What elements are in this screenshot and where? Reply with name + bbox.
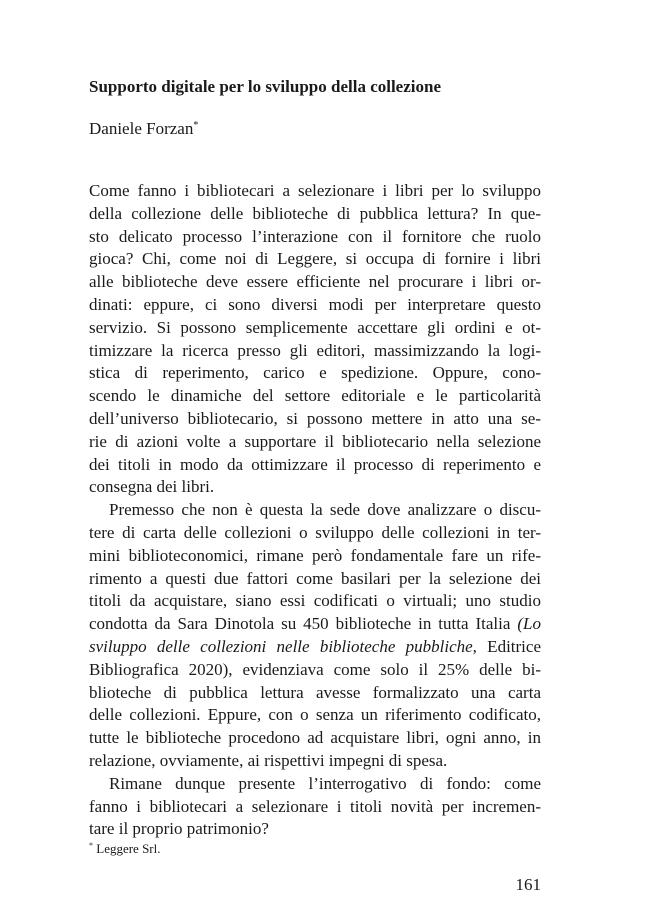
- body-line: [89, 499, 541, 522]
- body-line-text: sto delicato processo l’interazione con il fornitore che ruolo: [89, 226, 541, 246]
- body-line-text: Premesso che non è questa la sede dove analizzare o discu-: [109, 500, 541, 520]
- body-line: [89, 704, 541, 727]
- body-line: [89, 454, 541, 477]
- author-footnote-mark: *: [193, 120, 199, 131]
- author-line: [89, 118, 198, 140]
- body-line: [89, 522, 541, 545]
- body-line-text: dinati: eppure, ci sono diversi modi per interpretare questo: [89, 294, 541, 314]
- body-line: [89, 796, 541, 819]
- body-line-text: rie di azioni volte a supportare il bibliotecario nella selezione: [89, 431, 541, 451]
- chapter-title: Supporto digitale per lo sviluppo della collezione: [89, 77, 441, 96]
- body-line: [89, 408, 541, 431]
- body-line-text: blioteche di pubblica lettura avesse formalizzato una carta: [89, 682, 541, 702]
- book-title-italic: sviluppo delle collezioni nelle biblioteche pubbliche: [89, 636, 473, 656]
- body-line-text: rimento a questi due fattori come basilari per la selezione dei: [89, 568, 541, 588]
- body-line: [89, 545, 541, 568]
- body-line: [89, 385, 541, 408]
- body-line-text: titoli da acquistare, siano essi codificati o virtuali; uno studio: [89, 591, 541, 611]
- body-line: [89, 636, 541, 659]
- body-line: [89, 226, 541, 249]
- body-line: [89, 317, 541, 340]
- author-name: Daniele Forzan: [89, 119, 194, 138]
- body-line: [89, 431, 541, 454]
- body-line-text: servizio. Si possono semplicemente accettare gli ordini e ot-: [89, 317, 541, 337]
- body-line: [89, 294, 541, 317]
- body-line-text: relazione, ovviamente, ai rispettivi impegni di spesa.: [89, 750, 448, 770]
- body-text: [89, 180, 541, 841]
- body-line: [89, 568, 541, 591]
- footnote-text: Leggere Srl.: [96, 841, 161, 856]
- body-line: [89, 590, 541, 613]
- body-line-text: dei titoli in modo da ottimizzare il processo di reperimento e: [89, 454, 541, 474]
- body-line-text: Come fanno i bibliotecari a selezionare i libri per lo sviluppo: [89, 181, 541, 200]
- body-line-text: scendo le dinamiche del settore editoriale e le particolarità: [89, 386, 541, 406]
- body-line: [89, 203, 541, 226]
- body-line-text: Rimane dunque presente l’interrogativo di fondo: come: [109, 773, 541, 793]
- body-line-text: mini biblioteconomici, rimane però fondamentale fare un rife-: [89, 545, 541, 565]
- body-line-text: consegna dei libri.: [89, 477, 215, 497]
- body-line: [89, 362, 541, 385]
- body-line: [89, 659, 541, 682]
- body-line: [89, 476, 541, 499]
- body-line: [89, 340, 541, 363]
- body-line-text: Bibliografica 2020), evidenziava come solo il 25% delle bi-: [89, 659, 541, 679]
- body-line: [89, 818, 541, 841]
- body-line-text: stica di reperimento, carico e spedizione. Oppure, cono-: [89, 363, 541, 383]
- body-line: [89, 682, 541, 705]
- body-line: [89, 248, 541, 271]
- body-line-text: dell’universo bibliotecario, si possono mettere in atto una se-: [89, 408, 541, 428]
- footnote-mark: *: [89, 841, 93, 850]
- body-line-text: fanno i bibliotecari a selezionare i titoli novità per incremen-: [89, 796, 541, 816]
- body-line-text: gioca? Chi, come noi di Leggere, si occupa di fornire i libri: [89, 249, 541, 269]
- body-line: [89, 613, 541, 636]
- body-line-text: alle biblioteche deve essere efficiente nel procurare i libri or-: [89, 272, 541, 292]
- body-line-text: tare il proprio patrimonio?: [89, 819, 269, 839]
- body-line-text: tutte le biblioteche procedono ad acquistare libri, ogni anno, in: [89, 728, 541, 748]
- footnote: [89, 840, 161, 858]
- book-title-italic: (Lo: [517, 614, 541, 634]
- body-line-text: condotta da Sara Dinotola su 450 biblioteche in tutta Italia: [89, 614, 511, 634]
- body-line-text: timizzare la ricerca presso gli editori, massimizzando la logi-: [89, 340, 541, 360]
- body-line: [89, 773, 541, 796]
- body-line: [89, 750, 541, 773]
- body-line-text: tere di carta delle collezioni o sviluppo delle collezioni in ter-: [89, 522, 541, 542]
- body-line-text: della collezione delle biblioteche di pubblica lettura? In que-: [89, 203, 541, 223]
- page-number: 161: [515, 875, 541, 894]
- body-line: [89, 727, 541, 750]
- body-line: [89, 180, 541, 203]
- body-line-text: delle collezioni. Eppure, con o senza un riferimento codificato,: [89, 705, 541, 725]
- body-line: [89, 271, 541, 294]
- body-line-text: , Editrice: [472, 636, 541, 656]
